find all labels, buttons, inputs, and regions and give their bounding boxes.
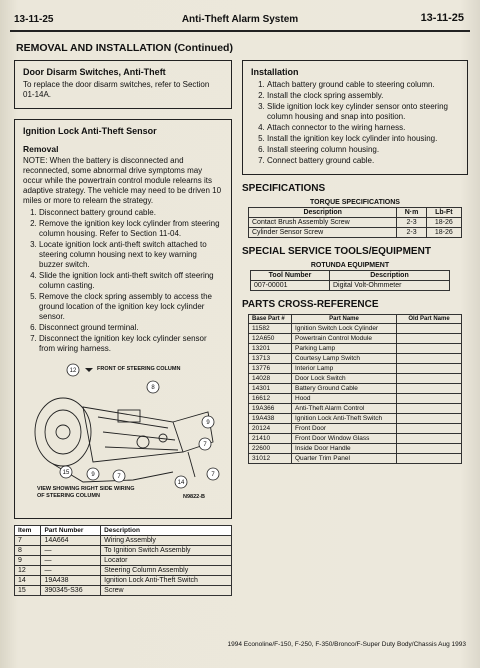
cell: 16612 — [249, 394, 292, 404]
cell — [397, 394, 462, 404]
removal-step: 3. Locate ignition lock anti-theft switch attached to steering column housing next to key warning buzzer switch. — [39, 240, 223, 270]
door-disarm-body: To replace the door disarm switches, refer to Section 01-14A. — [23, 80, 210, 100]
cell: Cylinder Sensor Screw — [249, 228, 397, 238]
rotunda-table — [250, 261, 450, 291]
col-header: Description — [101, 526, 232, 536]
callout-label: 9 — [91, 472, 95, 479]
cell — [397, 444, 462, 454]
table-row — [249, 324, 462, 334]
installation-step: 1. Attach battery ground cable to steering column. — [267, 80, 459, 90]
table-row — [15, 576, 232, 586]
cell: Battery Ground Cable — [292, 384, 397, 394]
cell: Front Door Window Glass — [292, 434, 397, 444]
cell: 7 — [15, 536, 41, 546]
cell: 19A438 — [249, 414, 292, 424]
cell — [397, 454, 462, 464]
table-row — [15, 536, 232, 546]
cell: Ignition Switch Lock Cylinder — [292, 324, 397, 334]
callout-label: 7 — [117, 474, 121, 481]
table-row — [249, 218, 462, 228]
cell — [397, 374, 462, 384]
figure-code: N9822-B — [183, 494, 206, 501]
cell: 14A664 — [41, 536, 101, 546]
cell: Ignition Lock Anti-Theft Switch — [292, 414, 397, 424]
cell: — — [41, 546, 101, 556]
page-header — [10, 8, 470, 32]
callout-label: 15 — [62, 470, 70, 477]
cell: Wiring Assembly — [101, 536, 232, 546]
removal-subtitle: Removal — [23, 143, 59, 154]
table-row — [249, 374, 462, 384]
cell: Interior Lamp — [292, 364, 397, 374]
cell: 9 — [15, 556, 41, 566]
cell: Contact Brush Assembly Screw — [249, 218, 397, 228]
table-row — [15, 546, 232, 556]
cell: 13776 — [249, 364, 292, 374]
cell: 12A650 — [249, 334, 292, 344]
callout-label: 14 — [177, 480, 185, 487]
table-row — [249, 444, 462, 454]
cell — [397, 414, 462, 424]
table-row — [249, 424, 462, 434]
cell: 22600 — [249, 444, 292, 454]
cell — [397, 334, 462, 344]
callout-label: 7 — [211, 472, 215, 479]
table-row — [15, 566, 232, 576]
col-header: Base Part # — [249, 315, 292, 324]
col-header: Part Name — [292, 315, 397, 324]
torque-table-title: TORQUE SPECIFICATIONS — [310, 199, 400, 207]
col-header: Tool Number — [251, 271, 330, 281]
door-disarm-box — [14, 60, 232, 109]
cell: — — [41, 566, 101, 576]
cell — [397, 364, 462, 374]
cell — [397, 384, 462, 394]
cell: 13201 — [249, 344, 292, 354]
cell — [397, 354, 462, 364]
table-row — [249, 364, 462, 374]
cell: Steering Column Assembly — [101, 566, 232, 576]
cell: Anti-Theft Alarm Control — [292, 404, 397, 414]
cell: 19A438 — [41, 576, 101, 586]
cross-ref-title: PARTS CROSS-REFERENCE — [242, 299, 379, 311]
col-header: N·m — [397, 208, 426, 218]
cell: 13713 — [249, 354, 292, 364]
figure-caption-top: FRONT OF STEERING COLUMN — [97, 366, 181, 373]
installation-step: 7. Connect battery ground cable. — [267, 156, 459, 166]
table-row — [249, 334, 462, 344]
installation-step: 4. Attach connector to the wiring harness. — [267, 123, 459, 133]
cell: To Ignition Switch Assembly — [101, 546, 232, 556]
cell: 14301 — [249, 384, 292, 394]
cell: 18-26 — [426, 228, 461, 238]
removal-step: 5. Remove the clock spring assembly to access the ground location of the ignition key lock cylinder sensor. — [39, 292, 223, 322]
ignition-note: NOTE: When the battery is disconnected and reconnected, some abnormal drive symptoms may occur while the powertrain control module relearns its adaptive strategy. The vehicle may need to be driven 10 miles or more to relearn the strategy. — [23, 156, 222, 206]
page-header-title: Anti-Theft Alarm System — [181, 14, 299, 25]
cell: 390345-S36 — [41, 586, 101, 596]
right-column — [242, 60, 468, 464]
col-header: Part Number — [41, 526, 101, 536]
table-row — [249, 344, 462, 354]
cell: 20124 — [249, 424, 292, 434]
removal-steps — [23, 208, 223, 354]
installation-step: 6. Install steering column housing. — [267, 145, 459, 155]
cell: Hood — [292, 394, 397, 404]
cell: Screw — [101, 586, 232, 596]
callout-label: 12 — [69, 368, 77, 375]
cell: 2-3 — [397, 218, 426, 228]
col-header: Description — [329, 271, 449, 281]
table-row — [251, 281, 450, 291]
installation-title: Installation — [251, 67, 299, 77]
table-row — [249, 384, 462, 394]
table-row — [249, 454, 462, 464]
removal-step: 4. Slide the ignition lock anti-theft switch off steering column casting. — [39, 271, 223, 291]
table-row — [249, 354, 462, 364]
installation-box — [242, 60, 468, 175]
cell: — — [41, 556, 101, 566]
cell — [397, 344, 462, 354]
cell: Quarter Trim Panel — [292, 454, 397, 464]
arrow-icon — [85, 368, 93, 372]
table-row — [15, 586, 232, 596]
ignition-title: Ignition Lock Anti-Theft Sensor — [23, 126, 157, 137]
cell — [397, 324, 462, 334]
cell: 2-3 — [397, 228, 426, 238]
callout-label: 8 — [151, 385, 155, 392]
col-header: Description — [249, 208, 397, 218]
page-number-right: 13-11-25 — [420, 12, 464, 24]
installation-step: 3. Slide ignition lock key cylinder sensor onto steering column housing and snap into position. — [267, 102, 459, 122]
parts-legend-table — [14, 525, 232, 596]
removal-step: 1. Disconnect battery ground cable. — [39, 208, 223, 218]
torque-spec-table — [248, 198, 462, 238]
specifications-title: SPECIFICATIONS — [242, 183, 326, 195]
cell: 12 — [15, 566, 41, 576]
cell — [397, 434, 462, 444]
cell: 31012 — [249, 454, 292, 464]
page-footer: 1994 Econoline/F-150, F-250, F-350/Bronco/F-Super Duty Body/Chassis Aug 1993 — [227, 641, 466, 648]
cell: 18-26 — [426, 218, 461, 228]
tools-title: SPECIAL SERVICE TOOLS/EQUIPMENT — [242, 246, 431, 258]
cell: Parking Lamp — [292, 344, 397, 354]
col-header: Lb-Ft — [426, 208, 461, 218]
table-row — [15, 556, 232, 566]
cell: 15 — [15, 586, 41, 596]
cell: 14028 — [249, 374, 292, 384]
callout-label: 7 — [203, 442, 207, 449]
cell — [397, 404, 462, 414]
cell: 007-00001 — [251, 281, 330, 291]
section-title: REMOVAL AND INSTALLATION (Continued) — [16, 42, 233, 54]
cell: Powertrain Control Module — [292, 334, 397, 344]
removal-step: 2. Remove the ignition key lock cylinder from steering column housing. Refer to Section 11-04. — [39, 219, 223, 239]
cell: 21410 — [249, 434, 292, 444]
cell: Door Lock Switch — [292, 374, 397, 384]
left-column — [14, 60, 232, 596]
cell: 11582 — [249, 324, 292, 334]
removal-step: 7. Disconnect the ignition key lock cylinder sensor from wiring harness. — [39, 334, 223, 354]
cell: Inside Door Handle — [292, 444, 397, 454]
rotunda-table-title: ROTUNDA EQUIPMENT — [310, 262, 390, 270]
table-row — [249, 434, 462, 444]
table-row — [249, 228, 462, 238]
installation-step: 5. Install the ignition key lock cylinder into housing. — [267, 134, 459, 144]
cell: 8 — [15, 546, 41, 556]
col-header: Item — [15, 526, 41, 536]
installation-steps — [251, 80, 459, 166]
cell: 14 — [15, 576, 41, 586]
col-header: Old Part Name — [397, 315, 462, 324]
door-disarm-title: Door Disarm Switches, Anti-Theft — [23, 67, 166, 77]
cell — [397, 424, 462, 434]
page-number-left: 13-11-25 — [14, 14, 54, 25]
cell: Digital Volt-Ohmmeter — [329, 281, 449, 291]
cross-ref-table — [248, 314, 462, 464]
installation-step: 2. Install the clock spring assembly. — [267, 91, 459, 101]
table-row — [249, 394, 462, 404]
table-row — [249, 404, 462, 414]
cell: 19A366 — [249, 404, 292, 414]
figure-caption-bottom: VIEW SHOWING RIGHT SIDE WIRING OF STEERING COLUMN — [37, 486, 135, 499]
removal-step: 6. Disconnect ground terminal. — [39, 323, 223, 333]
ignition-box — [14, 119, 232, 519]
cell: Front Door — [292, 424, 397, 434]
steering-column-figure — [23, 362, 223, 512]
callout-label: 9 — [206, 420, 210, 427]
table-row — [249, 414, 462, 424]
cell: Courtesy Lamp Switch — [292, 354, 397, 364]
cell: Locator — [101, 556, 232, 566]
cell: Ignition Lock Anti-Theft Switch — [101, 576, 232, 586]
